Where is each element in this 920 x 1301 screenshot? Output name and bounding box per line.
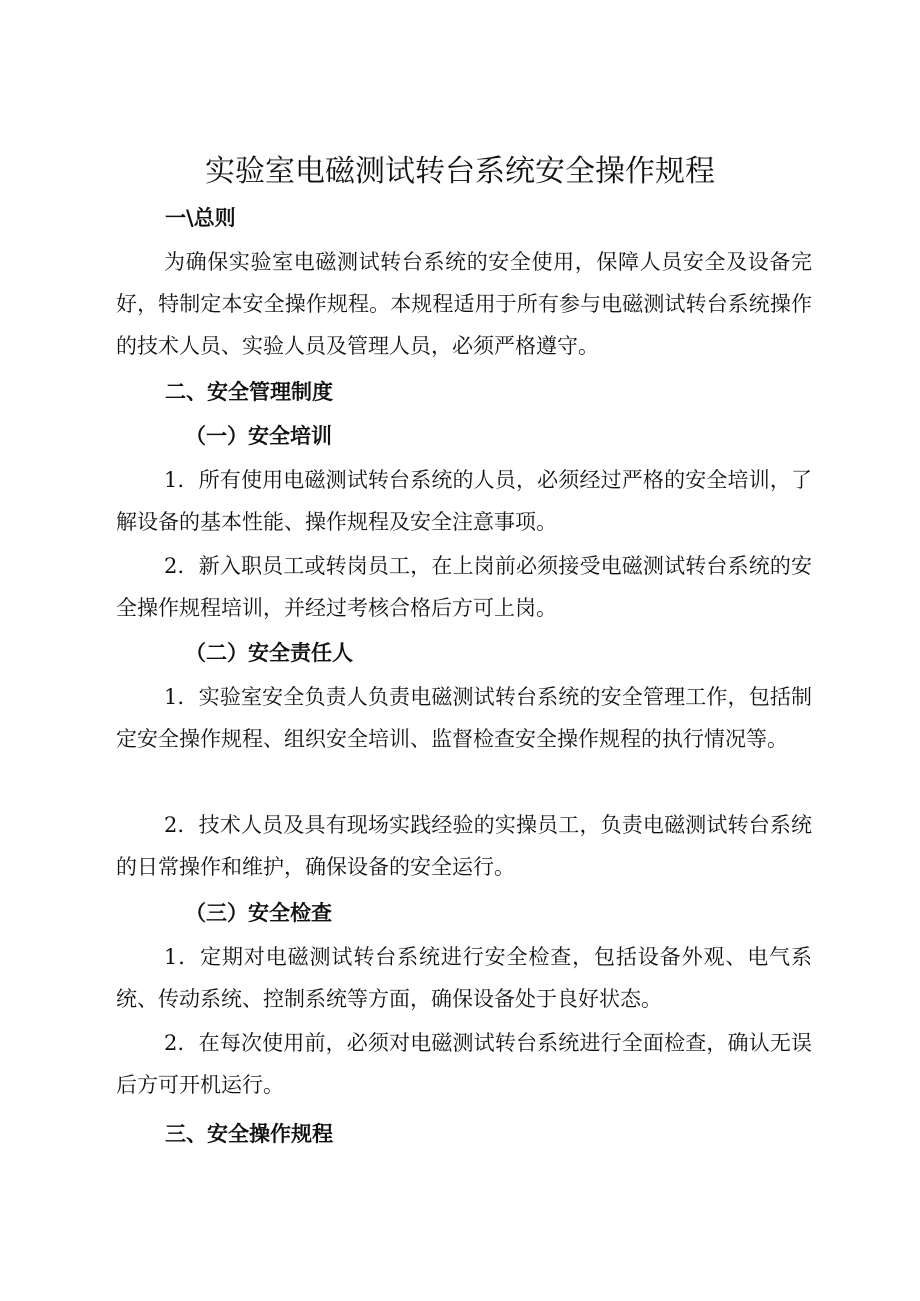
- general-paragraph: 为确保实验室电磁测试转台系统的安全使用，保障人员安全及设备完好，特制定本安全操作规程。本规程适用于所有参与电磁测试转台系统操作的技术人员、实验人员及管理人员，必须严格遵守。: [116, 250, 812, 358]
- responsible-item-1: 1．实验室安全负责人负责电磁测试转台系统的安全管理工作，包括制定安全操作规程、组织安全培训、监督检查安全操作规程的执行情况等。: [116, 685, 812, 751]
- section-heading-operation: 三、安全操作规程: [165, 1122, 333, 1146]
- document-title: 实验室电磁测试转台系统安全操作规程: [205, 154, 715, 189]
- subsection-heading-inspection: （三）安全检查: [185, 901, 332, 925]
- training-item-1: 1．所有使用电磁测试转台系统的人员，必须经过严格的安全培训，了解设备的基本性能、操作规程及安全注意事项。: [116, 468, 812, 534]
- inspection-item-1: 1．定期对电磁测试转台系统进行安全检查，包括设备外观、电气系统、传动系统、控制系统等方面，确保设备处于良好状态。: [116, 945, 812, 1011]
- section-heading-general: 一\总则: [165, 206, 236, 230]
- subsection-heading-training: （一）安全培训: [185, 424, 332, 448]
- subsection-heading-responsible: （二）安全责任人: [185, 641, 353, 665]
- section-heading-management: 二、安全管理制度: [165, 380, 333, 404]
- responsible-item-2: 2．技术人员及具有现场实践经验的实操员工，负责电磁测试转台系统的日常操作和维护，确保设备的安全运行。: [116, 813, 812, 879]
- inspection-item-2: 2．在每次使用前，必须对电磁测试转台系统进行全面检查，确认无误后方可开机运行。: [116, 1031, 812, 1097]
- training-item-2: 2．新入职员工或转岗员工，在上岗前必须接受电磁测试转台系统的安全操作规程培训，并经过考核合格后方可上岗。: [116, 554, 812, 620]
